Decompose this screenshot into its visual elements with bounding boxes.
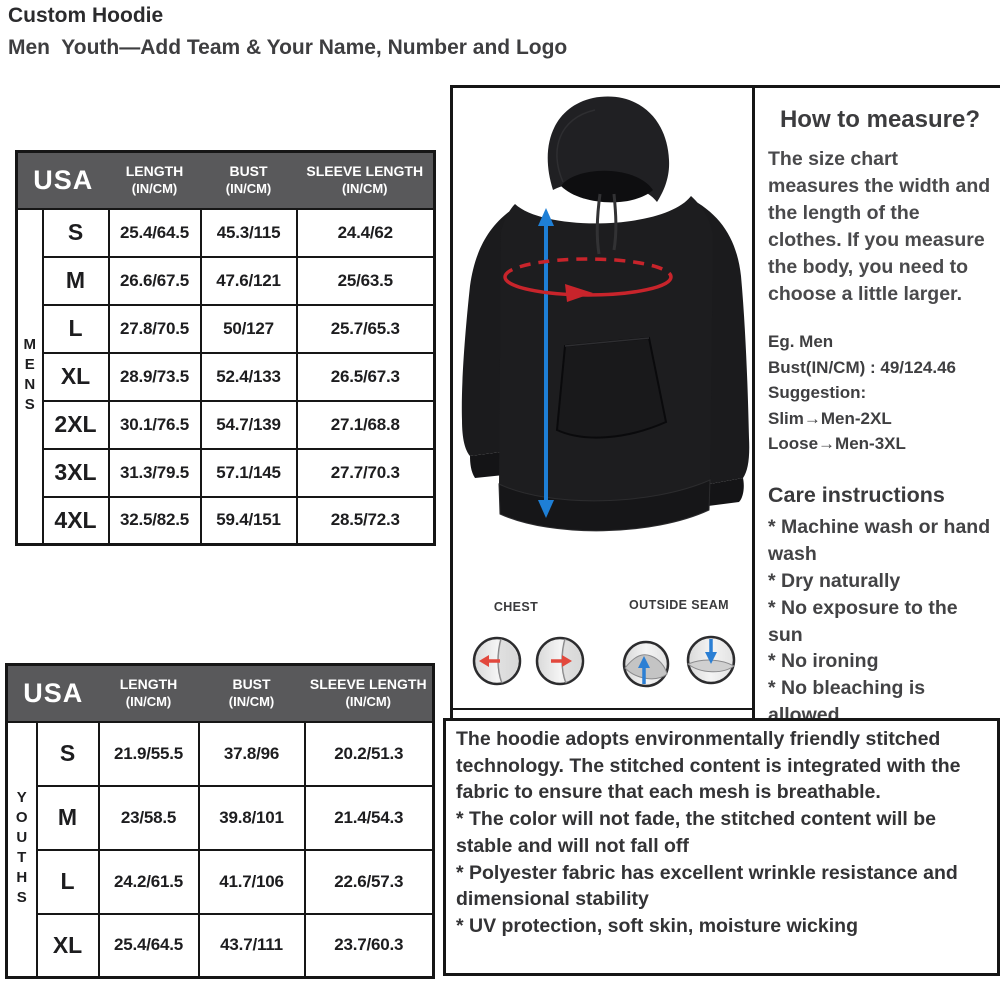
- sleeve-cell: 27.1/68.8: [297, 401, 435, 449]
- how-to-measure-title: How to measure?: [779, 106, 981, 133]
- size-cell: S: [37, 722, 99, 786]
- size-cell: 2XL: [43, 401, 109, 449]
- length-cell: 25.4/64.5: [109, 209, 201, 257]
- hoodie-pocket: [557, 338, 666, 438]
- hoodie-drawstring-right: [614, 194, 616, 250]
- fabric-note: * The color will not fade, the stitched content will be stable and will not fall off: [456, 808, 936, 857]
- sleeve-cell: 25.7/65.3: [297, 305, 435, 353]
- care-item: * Dry naturally: [768, 569, 901, 592]
- length-cell: 26.6/67.5: [109, 257, 201, 305]
- table-row: [17, 209, 435, 257]
- outside-seam-down-icon: [688, 637, 734, 683]
- fabric-note: * UV protection, soft skin, moisture wicking: [456, 914, 858, 937]
- page-subtitle: Men Youth—Add Team & Your Name, Number and Logo: [8, 36, 568, 59]
- sleeve-cell: 21.4/54.3: [305, 786, 434, 850]
- length-cell: 32.5/82.5: [109, 497, 201, 545]
- care-instructions: [768, 483, 992, 729]
- outside-seam-up-icon: [624, 642, 668, 686]
- youths-header-bust: BUST (IN/CM): [199, 665, 305, 722]
- example-line: Bust(IN/CM) : 49/124.46: [768, 357, 956, 377]
- length-cell: 23/58.5: [99, 786, 199, 850]
- youths-table-header-row: [7, 665, 434, 722]
- bust-cell: 59.4/151: [201, 497, 297, 545]
- table-row: [7, 914, 434, 978]
- sleeve-cell: 24.4/62: [297, 209, 435, 257]
- table-row: [17, 353, 435, 401]
- length-cell: 31.3/79.5: [109, 449, 201, 497]
- figure-box-bottom-border: [450, 708, 752, 710]
- bust-cell: 52.4/133: [201, 353, 297, 401]
- length-cell: 28.9/73.5: [109, 353, 201, 401]
- care-instructions-title: Care instructions: [768, 482, 945, 507]
- size-cell: 4XL: [43, 497, 109, 545]
- size-cell: S: [43, 209, 109, 257]
- bust-cell: 43.7/111: [199, 914, 305, 978]
- how-to-measure-body: The size chart measures the width and the length of the clothes. If you measure the body, you need to choose a little larger.: [768, 148, 991, 305]
- mens-table-header-row: [17, 152, 435, 209]
- length-cell: 24.2/61.5: [99, 850, 199, 914]
- care-item: * No ironing: [768, 650, 879, 673]
- mens-header-usa: USA: [17, 152, 109, 209]
- chest-measure-left-icon: [474, 638, 520, 684]
- sleeve-cell: 28.5/72.3: [297, 497, 435, 545]
- how-to-measure-panel: [752, 85, 1000, 727]
- sleeve-cell: 20.2/51.3: [305, 722, 434, 786]
- size-cell: L: [37, 850, 99, 914]
- bust-cell: 45.3/115: [201, 209, 297, 257]
- hoodie-figure-box: [450, 85, 752, 718]
- youths-header-sleeve: SLEEVE LENGTH (IN/CM): [305, 665, 434, 722]
- mens-header-bust: BUST (IN/CM): [201, 152, 297, 209]
- size-cell: L: [43, 305, 109, 353]
- youths-size-table: [5, 663, 435, 979]
- length-cell: 25.4/64.5: [99, 914, 199, 978]
- mens-size-table: [15, 150, 436, 546]
- length-cell: 27.8/70.5: [109, 305, 201, 353]
- bust-cell: 41.7/106: [199, 850, 305, 914]
- table-row: [17, 305, 435, 353]
- table-row: [17, 449, 435, 497]
- bust-cell: 47.6/121: [201, 257, 297, 305]
- length-cell: 30.1/76.5: [109, 401, 201, 449]
- youths-header-usa: USA: [7, 665, 99, 722]
- hoodie-product-image: [453, 90, 753, 565]
- care-item: * No exposure to the sun: [768, 596, 958, 646]
- size-cell: 3XL: [43, 449, 109, 497]
- table-row: [7, 850, 434, 914]
- sleeve-cell: 25/63.5: [297, 257, 435, 305]
- sizing-example: [768, 329, 992, 457]
- care-item: * Machine wash or hand wash: [768, 515, 991, 565]
- sleeve-cell: 22.6/57.3: [305, 850, 434, 914]
- size-cell: M: [37, 786, 99, 850]
- size-cell: XL: [43, 353, 109, 401]
- sleeve-cell: 23.7/60.3: [305, 914, 434, 978]
- table-row: [17, 401, 435, 449]
- example-line: Eg. Men: [768, 332, 834, 352]
- example-line: Loose→Men-3XL: [768, 434, 906, 454]
- example-line: Suggestion:: [768, 383, 867, 403]
- length-cell: 21.9/55.5: [99, 722, 199, 786]
- size-cell: M: [43, 257, 109, 305]
- bust-cell: 39.8/101: [199, 786, 305, 850]
- mens-header-sleeve: SLEEVE LENGTH (IN/CM): [297, 152, 435, 209]
- size-cell: XL: [37, 914, 99, 978]
- chest-measure-right-icon: [537, 638, 583, 684]
- page-title: Custom Hoodie: [8, 4, 164, 27]
- care-item: * No bleaching is allowed: [768, 677, 926, 727]
- example-line: Slim→Men-2XL: [768, 408, 892, 428]
- mens-group-label: MENS: [17, 209, 43, 545]
- bust-cell: 37.8/96: [199, 722, 305, 786]
- measuring-guide-icons: [453, 626, 753, 706]
- table-row: [7, 722, 434, 786]
- bust-cell: 57.1/145: [201, 449, 297, 497]
- sleeve-cell: 26.5/67.3: [297, 353, 435, 401]
- sleeve-cell: 27.7/70.3: [297, 449, 435, 497]
- youths-header-length: LENGTH (IN/CM): [99, 665, 199, 722]
- outside-seam-label: OUTSIDE SEAM: [629, 598, 729, 612]
- mens-header-length: LENGTH (IN/CM): [109, 152, 201, 209]
- table-row: [7, 786, 434, 850]
- table-row: [17, 257, 435, 305]
- bust-cell: 50/127: [201, 305, 297, 353]
- chest-label: CHEST: [493, 600, 539, 614]
- youths-group-label: YOUTHS: [7, 722, 37, 978]
- fabric-note: The hoodie adopts environmentally friendly stitched technology. The stitched content is integrated with the fabric to ensure that each mesh is breathable.: [456, 728, 961, 804]
- bust-cell: 54.7/139: [201, 401, 297, 449]
- table-row: [17, 497, 435, 545]
- fabric-note: * Polyester fabric has excellent wrinkle resistance and dimensional stability: [456, 861, 958, 911]
- fabric-notes-box: [443, 718, 1000, 976]
